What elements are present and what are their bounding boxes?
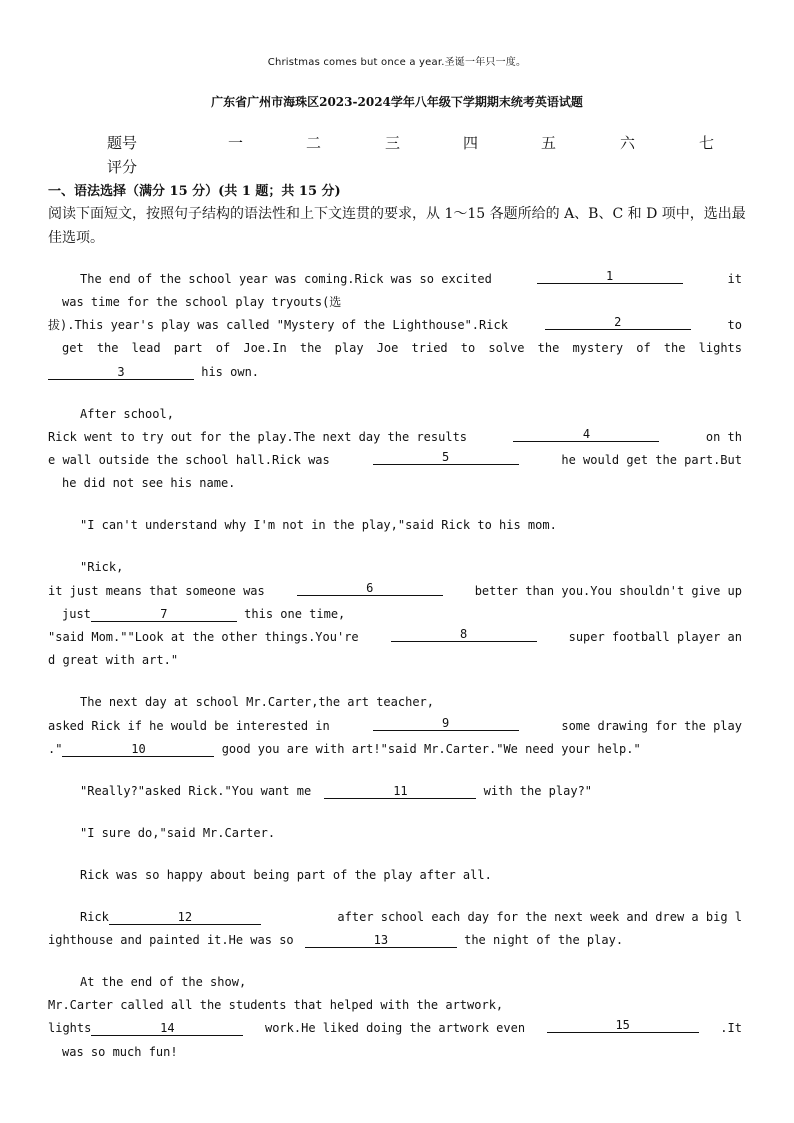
text-line: [48, 627, 742, 647]
score-col-7: 七: [699, 134, 715, 152]
text-segment: he did not see his name.: [62, 476, 236, 490]
score-col-4: 四: [463, 134, 479, 152]
text-segment: on th: [705, 430, 742, 444]
text-segment: After school,: [80, 407, 174, 421]
text-segment: Mr.Carter called all the students that helped with the artwork,: [48, 998, 504, 1012]
text-segment: his own.: [201, 365, 260, 379]
blank-3: 3: [48, 365, 194, 380]
blank-15: 15: [547, 1018, 699, 1033]
text-segment: it just means that someone was: [48, 584, 265, 598]
blank-8: 8: [391, 627, 537, 642]
text-line: [80, 692, 774, 712]
score-table-header-row: [107, 132, 727, 156]
text-segment: lights: [48, 1021, 92, 1035]
text-line: [80, 972, 774, 992]
text-segment: .": [48, 742, 63, 756]
text-segment: get the lead part of Joe.In the play Joe tried to solve the mystery of the lights: [62, 341, 742, 355]
text-line: [62, 1042, 756, 1062]
text-segment: better than you.You shouldn't give up: [474, 584, 742, 598]
blank-14: 14: [91, 1021, 243, 1036]
text-segment: it: [727, 272, 742, 286]
text-line: [48, 739, 742, 759]
text-segment: Rick: [80, 910, 109, 924]
blank-2: 2: [545, 315, 691, 330]
text-line: [48, 450, 742, 470]
text-segment: the night of the play.: [464, 933, 624, 947]
text-line: [80, 515, 774, 535]
text-segment: some drawing for the play: [561, 719, 742, 733]
text-segment: "I sure do,"said Mr.Carter.: [80, 826, 276, 840]
text-line: [48, 581, 742, 601]
text-line: [80, 404, 774, 424]
text-segment: e wall outside the school hall.Rick was: [48, 453, 330, 467]
text-segment: "Rick,: [80, 560, 124, 574]
text-line: [48, 427, 742, 447]
blank-12: 12: [109, 910, 261, 925]
text-segment: At the end of the show,: [80, 975, 247, 989]
text-line: [48, 362, 742, 382]
text-segment: "Really?"asked Rick."You want me: [80, 784, 312, 798]
text-segment: he would get the part.But: [561, 453, 742, 467]
score-col-5: 五: [541, 134, 557, 152]
text-line: [48, 716, 742, 736]
blank-1: 1: [537, 269, 683, 284]
text-segment: d great with art.": [48, 653, 179, 667]
text-segment: asked Rick if he would be interested in: [48, 719, 330, 733]
text-line: [62, 473, 756, 493]
blank-10: 10: [62, 742, 214, 757]
text-segment: The end of the school year was coming.Rick was so excited: [80, 272, 492, 286]
text-line: [80, 865, 774, 885]
text-segment: "said Mom.""Look at the other things.You're: [48, 630, 359, 644]
text-line: [48, 1018, 742, 1038]
blank-11: 11: [324, 784, 476, 799]
text-segment: to: [727, 318, 742, 332]
text-segment: ighthouse and painted it.He was so: [48, 933, 294, 947]
blank-7: 7: [91, 607, 237, 622]
text-line: [48, 269, 742, 289]
text-line: [48, 930, 742, 950]
text-line: [62, 338, 742, 358]
blank-6: 6: [297, 581, 443, 596]
text-segment: super football player an: [568, 630, 742, 644]
text-line: [80, 781, 774, 801]
text-segment: Rick was so happy about being part of the play after all.: [80, 868, 492, 882]
text-segment: Rick went to try out for the play.The next day the results: [48, 430, 468, 444]
text-line: [80, 907, 742, 927]
text-line: [62, 604, 756, 624]
blank-9: 9: [373, 716, 519, 731]
score-row-label: 评分: [107, 158, 138, 176]
text-segment: was time for the school play tryouts(选: [62, 295, 342, 309]
text-line: [48, 995, 742, 1015]
text-segment: The next day at school Mr.Carter,the art teacher,: [80, 695, 435, 709]
text-segment: "I can't understand why I'm not in the play,"said Rick to his mom.: [80, 518, 557, 532]
exam-title: 广东省广州市海珠区2023-2024学年八年级下学期期末统考英语试题: [211, 95, 583, 109]
blank-13: 13: [305, 933, 457, 948]
score-col-2: 二: [306, 134, 322, 152]
text-segment: work.He liked doing the artwork even: [264, 1021, 526, 1035]
blank-4: 4: [513, 427, 659, 442]
page-header-quote: Christmas comes but once a year.圣诞一年只一度。: [267, 57, 527, 68]
score-col-label: 题号: [107, 134, 138, 152]
text-segment: was so much fun!: [62, 1045, 178, 1059]
text-segment: just: [62, 607, 91, 621]
text-line: [80, 557, 774, 577]
blank-5: 5: [373, 450, 519, 465]
text-line: [48, 650, 742, 670]
text-segment: .It: [720, 1021, 742, 1035]
score-col-3: 三: [385, 134, 401, 152]
section-title: 一、语法选择（满分 15 分）(共 1 题；共 15 分): [48, 184, 341, 199]
instructions: 阅读下面短文，按照句子结构的语法性和上下文连贯的要求，从 1～15 各题所给的 A、B、C 和 D 项中，选出最佳选项。: [48, 206, 746, 246]
text-segment: good you are with art!"said Mr.Carter."We need your help.": [221, 742, 641, 756]
text-line: [48, 315, 742, 335]
score-col-6: 六: [620, 134, 636, 152]
text-line: [62, 292, 341, 312]
text-segment: 拔).This year's play was called "Mystery of the Lighthouse".Rick: [48, 318, 508, 332]
text-segment: with the play?": [483, 784, 593, 798]
text-segment: this one time,: [244, 607, 346, 621]
score-col-1: 一: [228, 134, 244, 152]
text-segment: after school each day for the next week and drew a big l: [337, 910, 742, 924]
text-line: [80, 823, 774, 843]
